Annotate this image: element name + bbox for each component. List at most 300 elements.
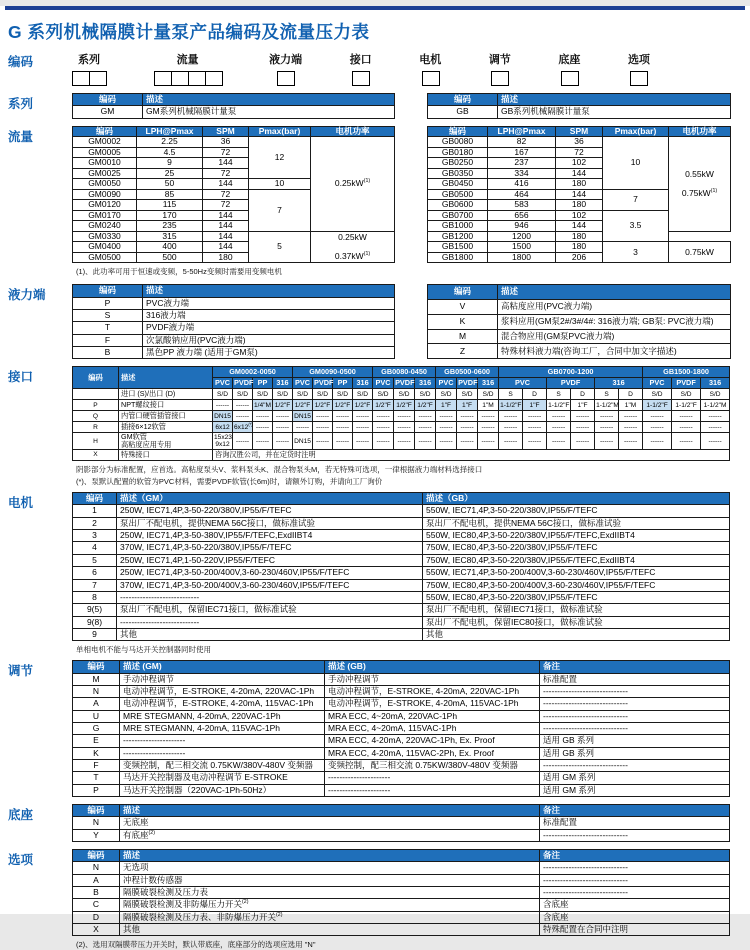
cell: 1-1/2"F [643, 400, 672, 411]
header-cell: PVDF [672, 378, 701, 389]
cell: 1/2"F [373, 400, 394, 411]
cell: GM0090 [73, 189, 137, 200]
cell: 167 [488, 147, 556, 158]
cell: 特殊接口 [119, 450, 213, 461]
header-cell: LPH@Pmax [488, 126, 556, 137]
cell: 550W, IEC80,4P,3-50-220/380V,IP55/F/TEFC [423, 591, 730, 603]
cell: 7 [249, 189, 311, 231]
cell: 0.55kW $0.75kW^{(1)}$ [669, 137, 731, 232]
cell: ------ [595, 411, 619, 422]
motor-section-label: 电机 [8, 496, 34, 511]
cell: 特殊配置在合同中注明 [540, 924, 730, 936]
cell: ------------------------------ [540, 759, 730, 771]
cell: ------ [547, 411, 571, 422]
cell: ------------------------------ [540, 829, 730, 841]
table-row [73, 673, 730, 685]
cell: 5 [73, 554, 117, 566]
cell: 1/2"F [394, 400, 415, 411]
cell: 其他 [423, 628, 730, 640]
cell: S/D [457, 389, 478, 400]
header-cell: Pmax(bar) [603, 126, 669, 137]
cell: 36 [556, 137, 603, 148]
cell: ------ [353, 422, 373, 433]
cell: 180 [203, 252, 249, 263]
cell: 416 [488, 179, 556, 190]
options-footnote: (2)、选用双隔膜带压力开关时，默认带底座，底座部分的选项应选用 "N" [76, 940, 316, 950]
header-cell: 编码 [73, 94, 143, 106]
cell: 黑色PP 液力端 (适用于GM泵) [143, 346, 395, 358]
cell: GB0250 [428, 158, 488, 169]
cell: 适用 GB 系列 [540, 747, 730, 759]
cell: GB0080 [428, 137, 488, 148]
cell: 泵出厂不配电机，提供NEMA 56C接口，做标准试验 [117, 517, 423, 529]
cell: 手动冲程调节 [120, 673, 325, 685]
cell: 1"M [478, 400, 499, 411]
cell: 370W, IEC71,4P,3-50-200/400V,3-60-230/460V,IP55/F/TEFC [117, 579, 423, 591]
cell: F [73, 334, 143, 346]
cell: ---------------------- [120, 735, 325, 747]
cell: NPT螺纹接口 [119, 400, 213, 411]
cell: GM0240 [73, 221, 137, 232]
cell: GB0180 [428, 147, 488, 158]
cell: MRE STEGMANN, 4-20mA, 220VAC-1Ph [120, 710, 325, 722]
cell: 36 [203, 137, 249, 148]
code-group-options [628, 51, 650, 86]
table-row [73, 334, 395, 346]
cell: 高粘度应用(PVC液力端) [498, 300, 731, 315]
cell: 206 [556, 252, 603, 263]
code-box [154, 71, 172, 86]
cell: 无选项 [120, 862, 540, 874]
code-box [561, 71, 579, 86]
cell: 1"F [457, 400, 478, 411]
cell: 180 [556, 231, 603, 242]
header-cell: 316 [353, 378, 373, 389]
cell: 其他 [117, 628, 423, 640]
cell: H [73, 433, 119, 450]
cell: ------ [253, 411, 273, 422]
cell: ------ [643, 433, 672, 450]
cell: 12 [249, 137, 311, 179]
cell: ------ [457, 422, 478, 433]
cell: 适用 GB 系列 [540, 735, 730, 747]
cell: ------ [333, 422, 353, 433]
cell: 144 [203, 221, 249, 232]
cell: 235 [137, 221, 203, 232]
header-cell: 描述 [498, 285, 731, 300]
table-row [73, 747, 730, 759]
header-cell: PVC [436, 378, 457, 389]
code-group-label: 液力端 [269, 54, 303, 66]
cell: 334 [488, 168, 556, 179]
header-cell: PVDF [395, 378, 415, 388]
cell: 泵出厂不配电机，保留IEC80接口，做标准试验 [423, 616, 730, 628]
cell: 9 [73, 628, 117, 640]
flow-table-gm [72, 126, 395, 264]
cell: 144 [203, 210, 249, 221]
table-row [428, 137, 731, 148]
cell: 144 [556, 168, 603, 179]
section-motor [0, 492, 750, 655]
cell [73, 389, 119, 400]
cell: ------ [394, 411, 415, 422]
cell: 1 [73, 505, 117, 517]
header-cell: 编码 [428, 285, 498, 300]
cell: 变频控制，配三相交流 0.75KW/380V-480V 变频器 [120, 759, 325, 771]
table-row [73, 661, 730, 673]
cell: ------ [436, 433, 457, 450]
cell: ------ [394, 422, 415, 433]
table-row [73, 829, 730, 841]
code-box [630, 71, 648, 86]
cell: S/D [701, 389, 730, 400]
cell: 1-1/2"F [547, 400, 571, 411]
cell: N [73, 817, 120, 829]
header-cell: GB0500-0600 [436, 367, 499, 378]
cell: GB0500 [428, 189, 488, 200]
table-row [73, 493, 730, 505]
cell: ------ [373, 411, 394, 422]
table-row [73, 542, 730, 554]
cell: C [73, 899, 120, 911]
cell: P [73, 297, 143, 309]
cell: S/D [273, 389, 293, 400]
cell: 250W, IEC71,4P,3-50-200/400V,3-60-230/460V,IP55/F/TEFC [117, 567, 423, 579]
code-group-label: 接口 [349, 54, 372, 66]
header-cell: 编码 [73, 850, 120, 862]
cell: ------ [672, 422, 701, 433]
cell: 7 [603, 189, 669, 210]
cell: 180 [556, 200, 603, 211]
table-row [73, 899, 730, 911]
cell: 适用 GM 系列 [540, 772, 730, 784]
header-cell: 编码 [428, 126, 488, 137]
table-row [73, 94, 395, 106]
cell: ------ [253, 433, 273, 450]
cell: S [547, 389, 571, 400]
table-row [428, 300, 731, 315]
table-row [73, 126, 395, 137]
coding-boxes-row [72, 51, 650, 86]
cell: B [73, 887, 120, 899]
table-row [73, 924, 730, 936]
header-cell: PVDF [314, 378, 334, 388]
table-row [73, 517, 730, 529]
cell: 250W, IEC71,4P,3-50-380V,IP55/F/TEFC,ExdIIBT4 [117, 530, 423, 542]
table-row [73, 346, 395, 358]
cell: MRE STEGMANN, 4-20mA, 115VAC-1Ph [120, 722, 325, 734]
cell: 1/2"F [415, 400, 436, 411]
cell: 1500 [488, 242, 556, 253]
table-row [73, 554, 730, 566]
interface-table [72, 366, 730, 461]
table-row [73, 628, 730, 640]
document-page [0, 6, 750, 950]
table-row [73, 616, 730, 628]
header-cell: 描述 [498, 94, 731, 106]
cell: ------ [595, 422, 619, 433]
cell: 464 [488, 189, 556, 200]
cell: 72 [203, 200, 249, 211]
code-box [352, 71, 370, 86]
cell: 85 [137, 189, 203, 200]
cell: ------ [547, 422, 571, 433]
hydraulic-table-left [72, 284, 395, 359]
cell: 250W, IEC71,4P,1-50-220V,IP55/F/TEFC [117, 554, 423, 566]
header-cell: 编码 [73, 805, 120, 817]
cell: 电动冲程调节，E-STROKE, 4-20mA, 115VAC-1Ph [120, 698, 325, 710]
header-cell: 备注 [540, 661, 730, 673]
header-cell: 电机功率 [669, 126, 731, 137]
cell: 144 [203, 179, 249, 190]
header-cell: PVC [373, 378, 394, 389]
cell: ------------------------------ [540, 722, 730, 734]
table-row [73, 367, 730, 378]
header-cell: PVC [293, 378, 313, 389]
cell: 有底座$^{(2)}$ [120, 829, 540, 841]
cell: ------ [415, 411, 436, 422]
cell: ------ [478, 422, 499, 433]
table-row [428, 94, 731, 106]
cell: ------ [499, 411, 523, 422]
cell: 15x23 9x12 [214, 433, 232, 449]
header-cell: PVC [213, 378, 233, 389]
cell: DN15 [293, 433, 313, 450]
cell: 混合物应用(GM泵PVC液力端) [498, 329, 731, 344]
cell: ------ [701, 422, 730, 433]
cell: ------------------------------ [540, 685, 730, 697]
cell: ------------------------------ [540, 862, 730, 874]
cell: 237 [488, 158, 556, 169]
cell: 标准配置 [540, 817, 730, 829]
cell: 170 [137, 210, 203, 221]
cell: S/D [353, 389, 373, 400]
cell: 250W, IEC71,4P,3-50-220/380V,IP55/F/TEFC [117, 505, 423, 517]
cell: T [73, 322, 143, 334]
code-box [72, 71, 90, 86]
cell: D [571, 389, 595, 400]
cell: 1/4"M [253, 400, 273, 411]
section-flow [0, 126, 750, 278]
cell: R [73, 422, 119, 433]
cell: X [73, 450, 119, 461]
cell: X [73, 924, 120, 936]
cell: ------ [701, 433, 730, 450]
cell: 电动冲程调节，E-STROKE, 4-20mA, 115VAC-1Ph [325, 698, 540, 710]
cell: ------ [333, 433, 353, 450]
cell: GM0025 [73, 168, 137, 179]
cell: ------ [457, 411, 478, 422]
header-cell: 编码 [73, 661, 120, 673]
cell: 82 [488, 137, 556, 148]
header-cell: 描述 [120, 805, 540, 817]
cell: S/D [415, 389, 436, 400]
table-row [428, 329, 731, 344]
cell: GB1000 [428, 221, 488, 232]
cell: ------ [313, 433, 333, 450]
base-section-label: 底座 [8, 808, 34, 822]
cell: 含底座 [540, 899, 730, 911]
cell: S/D [478, 389, 499, 400]
table-row [428, 285, 731, 300]
cell: ------ [457, 433, 478, 450]
header-cell: 316 [478, 378, 499, 389]
table-row [73, 309, 395, 321]
cell: ------ [478, 433, 499, 450]
header-cell: GM0002-0050 [213, 367, 293, 378]
cell: GB0600 [428, 200, 488, 211]
cell: ------------------------------ [540, 698, 730, 710]
cell: 115 [137, 200, 203, 211]
cell: ------ [373, 433, 394, 450]
code-box [89, 71, 107, 86]
header-cell: 描述 [143, 94, 395, 106]
header-cell: GB0080-0450 [373, 367, 436, 378]
series-section-label: 系列 [8, 97, 34, 111]
header-cell: PVDF [547, 378, 595, 389]
cell: 4 [73, 542, 117, 554]
cell: ------ [672, 411, 701, 422]
cell: 3.5 [603, 210, 669, 242]
cell: 1"F [571, 400, 595, 411]
cell: ------ [436, 422, 457, 433]
code-group-base [558, 51, 580, 86]
header-cell: 编码 [73, 126, 137, 137]
cell: ------ [571, 433, 595, 450]
cell: 6x12(*) [233, 422, 253, 433]
cell: 102 [556, 158, 603, 169]
cell: 315 [137, 231, 203, 242]
cell: 1200 [488, 231, 556, 242]
table-row [428, 242, 731, 253]
header-cell: 备注 [540, 850, 730, 862]
cell: 144 [203, 158, 249, 169]
cell: S [595, 389, 619, 400]
cell: G [73, 722, 120, 734]
section-coding [0, 51, 750, 86]
hydraulic-table-right [427, 284, 731, 359]
cell: 144 [556, 189, 603, 200]
flow-section-label: 流量 [8, 129, 34, 144]
adjust-table [72, 660, 730, 797]
cell: ------------------------------ [540, 887, 730, 899]
code-group-label: 底座 [558, 54, 581, 66]
section-options [0, 849, 750, 950]
cell: 马达开关控制器（220VAC-1Ph-50Hz） [120, 784, 325, 796]
table-row [73, 231, 395, 242]
code-group-interface [350, 51, 372, 86]
code-group-hydraulic [269, 51, 302, 86]
table-row [73, 389, 730, 400]
base-table [72, 804, 730, 842]
cell: GB0700 [428, 210, 488, 221]
cell: ------ [353, 433, 373, 450]
cell: GB [428, 106, 498, 118]
header-cell: 描述 [119, 367, 213, 389]
section-hydraulic [0, 284, 750, 359]
cell: ------ [333, 411, 353, 422]
table-row [73, 817, 730, 829]
header-cell: 316 [595, 378, 643, 389]
header-cell: PVDF [458, 378, 478, 388]
hydraulic-section-label: 液力端 [8, 288, 46, 303]
code-group-series [72, 51, 106, 86]
cell: F [73, 759, 120, 771]
cell: S/D [293, 389, 313, 400]
code-group-motor [419, 51, 441, 86]
cell: 550W, IEC71,4P,3-50-200/400V,3-60-230/460V,IP55/F/TEFC [423, 567, 730, 579]
table-row [428, 106, 731, 118]
cell: 1"F [523, 400, 547, 411]
cell: 144 [203, 231, 249, 242]
cell: GM0050 [73, 179, 137, 190]
cell: 946 [488, 221, 556, 232]
code-group-label: 电机 [419, 54, 442, 66]
cell: K [73, 747, 120, 759]
header-cell: 316 [415, 378, 436, 389]
code-box [422, 71, 440, 86]
cell: 5 [249, 231, 311, 263]
cell: ------ [478, 411, 499, 422]
cell: 冲程计数传感器 [120, 874, 540, 886]
cell: 2.25 [137, 137, 203, 148]
table-row [73, 285, 395, 297]
cell: 马达开关控制器及电动冲程调节 E-STROKE [120, 772, 325, 784]
cell: M [73, 673, 120, 685]
cell: 1-1/2"M [701, 400, 730, 411]
code-group-label: 调节 [488, 54, 511, 66]
cell: 144 [556, 221, 603, 232]
cell: A [73, 874, 120, 886]
cell: 1"M [619, 400, 643, 411]
cell: 400 [137, 242, 203, 253]
cell: 标准配置 [540, 673, 730, 685]
cell: 1"F [436, 400, 457, 411]
cell: 25 [137, 168, 203, 179]
table-row [73, 698, 730, 710]
table-row [73, 137, 395, 148]
cell: N [73, 685, 120, 697]
cell: ------ [233, 411, 253, 422]
cell: S/D [313, 389, 333, 400]
cell: 变频控制，配三相交流 0.75KW/380V-480V 变频器 [325, 759, 540, 771]
cell: T [73, 772, 120, 784]
cell: 适用 GM 系列 [540, 784, 730, 796]
cell: 泵出厂不配电机，保留IEC71接口，做标准试验 [117, 604, 423, 616]
table-row [73, 887, 730, 899]
cell: S/D [213, 389, 233, 400]
cell: MRA ECC, 4-20mA, 220VAC-1Ph, Ex. Proof [325, 735, 540, 747]
cell: GM0170 [73, 210, 137, 221]
code-box [205, 71, 223, 86]
cell: ------------------------------ [540, 710, 730, 722]
cell: MRA ECC, 4~20mA, 220VAC-1Ph [325, 710, 540, 722]
adjust-section-label: 调节 [8, 664, 34, 679]
header-cell: PVDF [234, 378, 254, 388]
cell: ------ [293, 422, 313, 433]
cell: 0.75kW [669, 242, 731, 263]
cell: ------ [273, 411, 293, 422]
cell: U [73, 710, 120, 722]
flow-table-gb [427, 126, 731, 264]
cell: B [73, 346, 143, 358]
table-row [73, 850, 730, 862]
cell: ---------------------------- [117, 616, 423, 628]
cell: 1-1/2"M [595, 400, 619, 411]
cell: ---------------------------- [117, 591, 423, 603]
section-base [0, 804, 750, 842]
header-cell: 编码 [428, 94, 498, 106]
